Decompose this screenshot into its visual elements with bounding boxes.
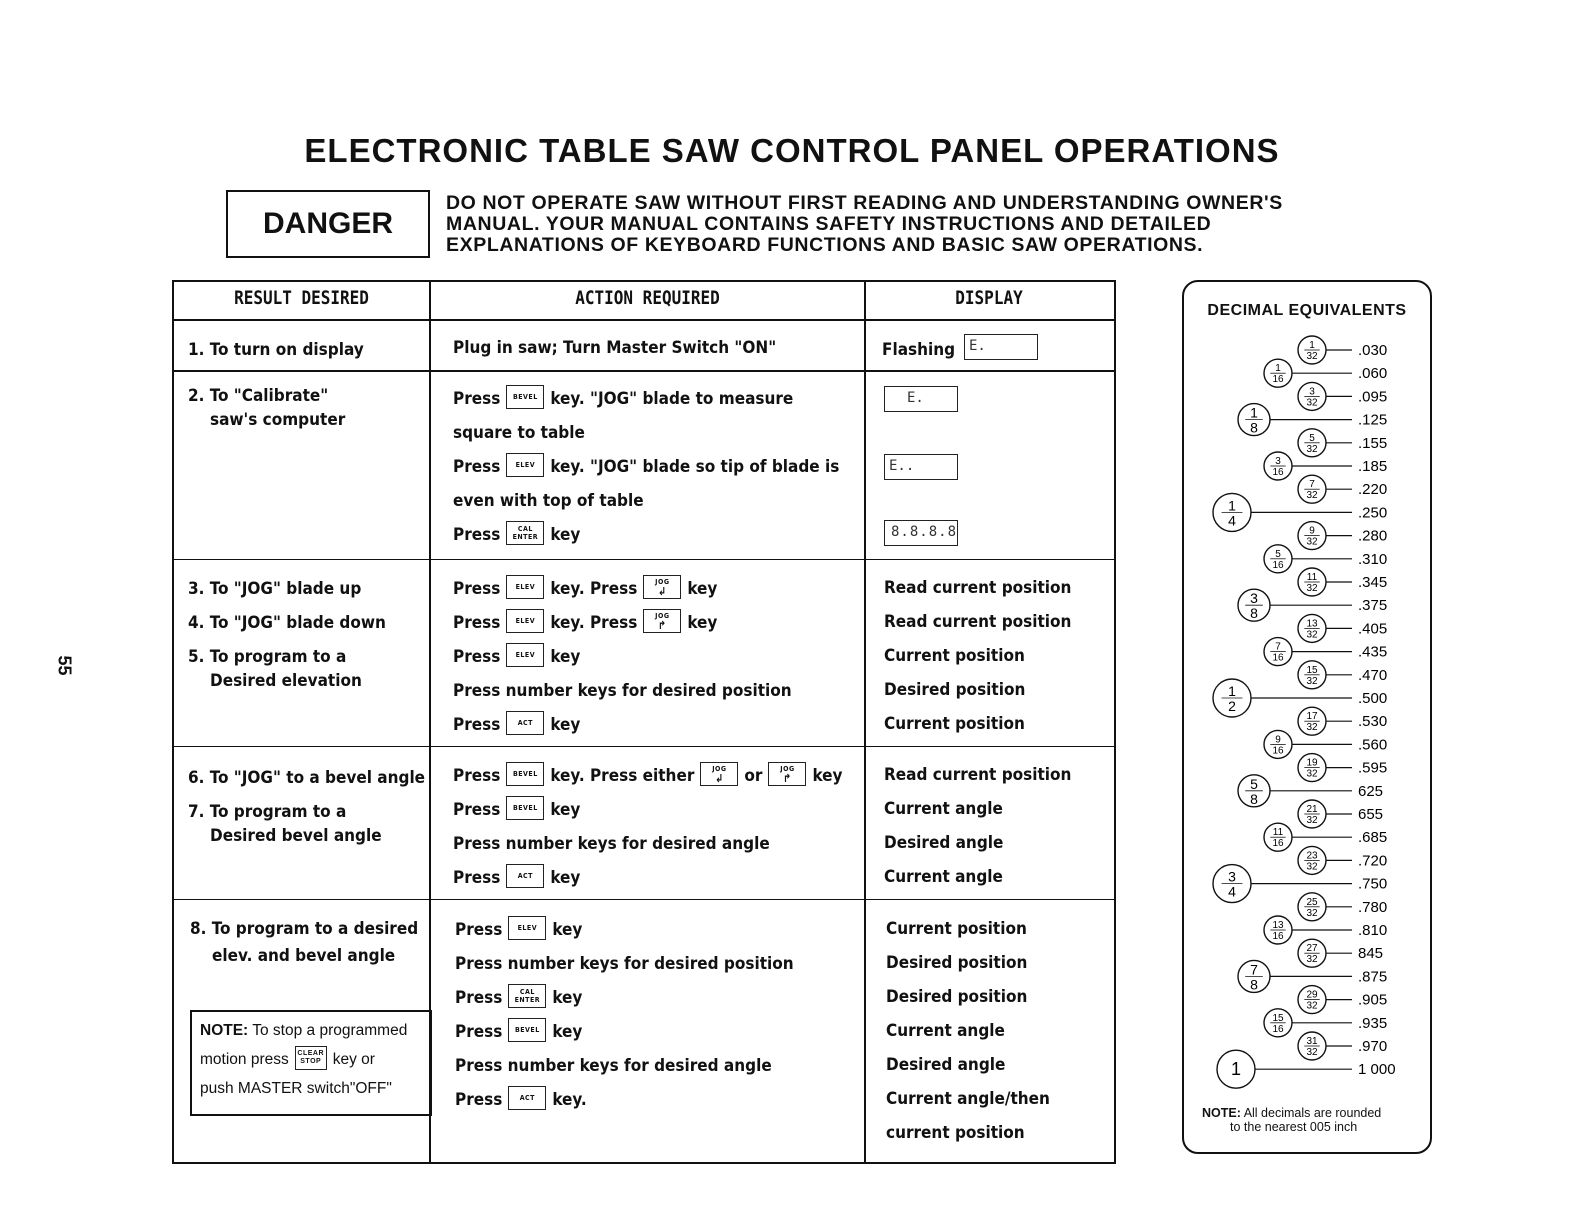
decimal-value: .280 bbox=[1358, 527, 1388, 545]
bevel-key: BEVEL bbox=[506, 796, 544, 820]
fraction-numerator: 29 bbox=[1306, 989, 1318, 1001]
decimal-value: 845 bbox=[1358, 945, 1384, 963]
result-line: elev. and bevel angle bbox=[212, 946, 396, 966]
decimal-value: .185 bbox=[1358, 458, 1388, 475]
decimal-entry bbox=[1298, 754, 1387, 782]
decimal-ruler bbox=[1184, 282, 1430, 1102]
fraction-numerator: 3 bbox=[1228, 868, 1236, 885]
action-text: key bbox=[552, 920, 583, 940]
fraction-denominator: 32 bbox=[1306, 351, 1318, 362]
fraction-numerator: 7 bbox=[1275, 641, 1281, 653]
action-line: Press number keys for desired angle bbox=[455, 1056, 772, 1076]
fraction-numerator: 13 bbox=[1306, 618, 1318, 630]
action-line bbox=[453, 708, 792, 742]
display-line: Current position bbox=[886, 919, 1027, 939]
lcd-calibrate-1 bbox=[884, 386, 958, 412]
decimal-entry bbox=[1213, 493, 1387, 531]
decimal-note bbox=[1202, 1106, 1428, 1134]
elev-key: ELEV bbox=[506, 575, 544, 599]
display-line: current position bbox=[886, 1123, 1025, 1143]
lcd-glyph: E.. bbox=[889, 458, 915, 474]
page-title: ELECTRONIC TABLE SAW CONTROL PANEL OPERATIONS bbox=[304, 132, 1280, 169]
row-divider bbox=[174, 899, 1114, 900]
display-line: Current angle bbox=[884, 867, 1003, 887]
jog-down-key bbox=[643, 609, 681, 633]
decimal-value: .500 bbox=[1358, 690, 1388, 707]
action-text: key bbox=[552, 988, 583, 1008]
fraction-denominator: 32 bbox=[1306, 1000, 1318, 1012]
decimal-value: .125 bbox=[1358, 411, 1388, 429]
decimal-value: .095 bbox=[1358, 388, 1388, 406]
row4-results bbox=[188, 761, 425, 853]
jog-left-arrow-icon: ↲ bbox=[714, 772, 724, 785]
lcd-calibrate-2 bbox=[884, 454, 958, 480]
action-text: Press bbox=[455, 920, 503, 940]
act-key: ACT bbox=[508, 1086, 546, 1110]
row1-action: Plug in saw; Turn Master Switch "ON" bbox=[453, 338, 777, 358]
fraction-denominator: 16 bbox=[1272, 652, 1284, 664]
lcd-flashing bbox=[964, 334, 1038, 360]
decimal-entry bbox=[1264, 638, 1387, 666]
display-line: Desired position bbox=[886, 987, 1028, 1007]
decimal-value: .595 bbox=[1358, 759, 1388, 777]
jog-right-key bbox=[768, 762, 806, 786]
result-line: Desired elevation bbox=[210, 671, 362, 691]
fraction-numerator: 15 bbox=[1272, 1012, 1284, 1024]
danger-label: DANGER bbox=[226, 190, 430, 258]
action-text: Press bbox=[453, 868, 501, 888]
decimal-entry bbox=[1298, 893, 1387, 921]
row5-results bbox=[190, 916, 418, 970]
decimal-entry bbox=[1264, 730, 1387, 758]
fraction-numerator: 5 bbox=[1250, 775, 1258, 792]
fraction-numerator: 19 bbox=[1306, 757, 1318, 769]
decimal-entry bbox=[1264, 1009, 1387, 1037]
row1-display: Flashing bbox=[882, 340, 956, 360]
action-text: Press bbox=[453, 613, 501, 633]
fraction-numerator: 23 bbox=[1306, 850, 1318, 862]
key-label: ENTER bbox=[514, 996, 541, 1004]
operations-table bbox=[172, 280, 1116, 1164]
fraction-denominator: 8 bbox=[1250, 419, 1258, 436]
decimal-value: .155 bbox=[1358, 434, 1388, 452]
fraction-numerator: 31 bbox=[1306, 1036, 1318, 1047]
decimal-value: .720 bbox=[1358, 852, 1388, 870]
action-text: key bbox=[550, 800, 581, 820]
action-text: key. Press either bbox=[550, 766, 695, 786]
key-label: CLEAR bbox=[297, 1050, 325, 1058]
decimal-entry bbox=[1298, 475, 1387, 503]
action-line bbox=[453, 518, 839, 552]
lcd-glyph: E. bbox=[907, 390, 924, 406]
action-text: key bbox=[550, 715, 581, 735]
action-line bbox=[453, 450, 839, 484]
result-line: saw's computer bbox=[210, 410, 346, 430]
decimal-entry bbox=[1298, 522, 1387, 550]
warning-line: EXPLANATIONS OF KEYBOARD FUNCTIONS AND BASIC SAW OPERATIONS. bbox=[446, 234, 1204, 256]
action-line bbox=[453, 640, 792, 674]
decimal-value: .905 bbox=[1358, 991, 1388, 1009]
note-line bbox=[1202, 1106, 1428, 1120]
decimal-entry bbox=[1298, 429, 1387, 457]
action-text: key bbox=[550, 525, 581, 545]
fraction-numerator: 21 bbox=[1306, 804, 1318, 815]
action-text: key bbox=[550, 868, 581, 888]
fraction-denominator: 32 bbox=[1306, 443, 1318, 455]
fraction-numerator: 1 bbox=[1230, 1059, 1242, 1080]
decimal-value: 1 000 bbox=[1358, 1061, 1396, 1079]
result-line: 4. To "JOG" blade down bbox=[188, 613, 386, 633]
jog-down-arrow-icon: ↱ bbox=[657, 619, 667, 632]
decimal-title: DECIMAL EQUIVALENTS bbox=[1207, 302, 1407, 319]
fraction-denominator: 16 bbox=[1272, 745, 1284, 757]
decimal-entry bbox=[1298, 382, 1387, 410]
row-divider bbox=[174, 746, 1114, 747]
row-divider bbox=[174, 370, 1114, 372]
decimal-value: .310 bbox=[1358, 550, 1388, 568]
elev-key: ELEV bbox=[508, 916, 546, 940]
warning-line: MANUAL. YOUR MANUAL CONTAINS SAFETY INSTRUCTIONS AND DETAILED bbox=[446, 213, 1212, 235]
action-text: key bbox=[552, 1022, 583, 1042]
action-text: Press bbox=[453, 800, 501, 820]
result-line: 7. To program to a bbox=[188, 802, 347, 822]
action-text: Press bbox=[453, 457, 501, 477]
decimal-entry bbox=[1264, 359, 1387, 387]
key-label: JOG bbox=[780, 765, 795, 773]
note-line: push MASTER switch"OFF" bbox=[200, 1080, 392, 1097]
decimal-value: .935 bbox=[1358, 1014, 1388, 1032]
fraction-denominator: 16 bbox=[1272, 374, 1284, 386]
action-text: Press bbox=[455, 988, 503, 1008]
fraction-denominator: 32 bbox=[1306, 861, 1318, 873]
action-line: Press number keys for desired angle bbox=[453, 834, 770, 854]
decimal-value: .345 bbox=[1358, 574, 1388, 591]
action-line bbox=[453, 382, 839, 416]
action-line: Press number keys for desired position bbox=[453, 681, 792, 701]
jog-right-arrow-icon: ↱ bbox=[783, 772, 792, 785]
decimal-value: .970 bbox=[1358, 1038, 1388, 1055]
note-label: NOTE: bbox=[200, 1022, 249, 1039]
result-line: 5. To program to a bbox=[188, 647, 347, 667]
fraction-numerator: 1 bbox=[1250, 404, 1258, 421]
cal-enter-key bbox=[506, 521, 544, 545]
fraction-denominator: 32 bbox=[1306, 675, 1318, 687]
decimal-entry bbox=[1213, 679, 1387, 717]
action-line bbox=[453, 606, 792, 640]
jog-up-arrow-icon: ↲ bbox=[657, 585, 667, 598]
bevel-key: BEVEL bbox=[506, 385, 544, 409]
note-line bbox=[200, 1045, 430, 1074]
fraction-denominator: 32 bbox=[1306, 1047, 1318, 1058]
decimal-value: .030 bbox=[1358, 342, 1388, 359]
fraction-numerator: 3 bbox=[1309, 386, 1315, 398]
bevel-key: BEVEL bbox=[508, 1018, 546, 1042]
decimal-value: .405 bbox=[1358, 620, 1388, 638]
row-divider bbox=[174, 319, 1114, 321]
note-text: key or bbox=[332, 1051, 375, 1068]
row3-displays bbox=[884, 571, 1071, 741]
action-text: Press bbox=[453, 579, 501, 599]
decimal-value: 655 bbox=[1358, 806, 1384, 823]
header-action-required: ACTION REQUIRED bbox=[575, 286, 720, 309]
display-line: Desired angle bbox=[886, 1055, 1006, 1075]
lcd-calibrate-3 bbox=[884, 520, 958, 546]
note-line bbox=[200, 1016, 430, 1045]
display-line: Desired angle bbox=[884, 833, 1004, 853]
display-line: Current position bbox=[884, 714, 1025, 734]
action-text: key. Press bbox=[550, 613, 638, 633]
row3-action bbox=[453, 572, 792, 742]
row2-action bbox=[453, 382, 839, 552]
fraction-numerator: 3 bbox=[1250, 590, 1258, 607]
fraction-numerator: 7 bbox=[1309, 479, 1315, 491]
clear-stop-key bbox=[295, 1046, 327, 1070]
decimal-entry bbox=[1264, 452, 1387, 480]
elev-key: ELEV bbox=[506, 609, 544, 633]
fraction-denominator: 32 bbox=[1306, 397, 1318, 409]
page-number: 55 bbox=[54, 655, 75, 676]
action-text: key bbox=[687, 613, 718, 633]
action-text: Press bbox=[453, 766, 501, 786]
note-line: to the nearest 005 inch bbox=[1230, 1120, 1358, 1134]
decimal-value: .685 bbox=[1358, 829, 1388, 847]
elev-key: ELEV bbox=[506, 643, 544, 667]
lcd-glyph: E. bbox=[969, 338, 986, 354]
fraction-denominator: 16 bbox=[1272, 1023, 1284, 1035]
fraction-denominator: 32 bbox=[1306, 954, 1318, 966]
action-text: key. "JOG" blade so tip of blade is bbox=[550, 457, 840, 477]
display-line: Read current position bbox=[884, 578, 1072, 598]
decimal-entry bbox=[1298, 661, 1387, 689]
key-label: JOG bbox=[655, 612, 670, 620]
row2-result bbox=[188, 384, 345, 432]
fraction-numerator: 1 bbox=[1275, 363, 1281, 375]
decimal-entry bbox=[1298, 986, 1387, 1014]
decimal-value: .810 bbox=[1358, 922, 1388, 939]
action-text: key bbox=[687, 579, 718, 599]
display-line: Read current position bbox=[884, 765, 1072, 785]
action-line bbox=[455, 981, 794, 1015]
decimal-entry bbox=[1298, 846, 1387, 874]
display-line: Desired position bbox=[884, 680, 1026, 700]
action-line: Press number keys for desired position bbox=[455, 954, 794, 974]
action-text: Press bbox=[453, 715, 501, 735]
decimal-value: .220 bbox=[1358, 481, 1388, 499]
decimal-entry bbox=[1298, 1032, 1387, 1060]
display-line: Read current position bbox=[884, 612, 1072, 632]
fraction-numerator: 9 bbox=[1275, 734, 1281, 746]
action-line bbox=[453, 861, 843, 895]
action-line bbox=[453, 572, 792, 606]
action-text: Press bbox=[455, 1090, 503, 1110]
decimal-entry bbox=[1264, 823, 1387, 851]
action-text: Press bbox=[453, 525, 501, 545]
fraction-numerator: 1 bbox=[1228, 683, 1236, 699]
decimal-value: .780 bbox=[1358, 898, 1388, 916]
elev-key: ELEV bbox=[506, 453, 544, 477]
fraction-denominator: 16 bbox=[1272, 931, 1284, 942]
column-divider bbox=[864, 282, 866, 1162]
decimal-entry bbox=[1298, 707, 1387, 735]
decimal-entry bbox=[1298, 568, 1387, 596]
fraction-numerator: 1 bbox=[1228, 497, 1236, 514]
fraction-denominator: 32 bbox=[1306, 907, 1318, 919]
fraction-denominator: 32 bbox=[1306, 815, 1318, 826]
key-label: CAL bbox=[519, 988, 535, 996]
key-label: CAL bbox=[517, 525, 533, 533]
fraction-numerator: 11 bbox=[1306, 572, 1318, 583]
fraction-denominator: 8 bbox=[1250, 976, 1258, 993]
decimal-value: .560 bbox=[1358, 736, 1388, 754]
fraction-denominator: 32 bbox=[1306, 768, 1318, 780]
result-line: 2. To "Calibrate" bbox=[188, 386, 329, 406]
decimal-entry bbox=[1298, 614, 1387, 642]
action-text: or bbox=[744, 766, 763, 786]
fraction-numerator: 27 bbox=[1306, 943, 1318, 955]
row1-result: 1. To turn on display bbox=[188, 340, 364, 360]
key-label: STOP bbox=[300, 1058, 322, 1066]
fraction-denominator: 16 bbox=[1272, 559, 1284, 571]
fraction-denominator: 16 bbox=[1272, 467, 1284, 478]
fraction-numerator: 5 bbox=[1275, 548, 1281, 560]
danger-warning-text bbox=[446, 193, 1376, 256]
action-line bbox=[455, 913, 794, 947]
display-line: Current angle bbox=[886, 1021, 1005, 1041]
fraction-denominator: 16 bbox=[1272, 838, 1284, 850]
fraction-numerator: 11 bbox=[1272, 827, 1284, 839]
action-text: key. Press bbox=[550, 579, 638, 599]
action-text: Press bbox=[453, 389, 501, 409]
note-text: motion press bbox=[200, 1051, 289, 1068]
note-text: All decimals are rounded bbox=[1243, 1106, 1382, 1120]
action-text: Press bbox=[453, 647, 501, 667]
header-display: DISPLAY bbox=[955, 286, 1023, 309]
decimal-entry bbox=[1298, 336, 1387, 364]
decimal-entry bbox=[1213, 865, 1387, 903]
bevel-key: BEVEL bbox=[506, 762, 544, 786]
decimal-value: .375 bbox=[1358, 597, 1388, 615]
action-text: key bbox=[812, 766, 843, 786]
row5-action bbox=[455, 913, 794, 1117]
jog-left-key bbox=[700, 762, 738, 786]
decimal-value: .470 bbox=[1358, 666, 1388, 684]
fraction-denominator: 4 bbox=[1228, 883, 1236, 900]
decimal-value: .750 bbox=[1358, 875, 1388, 893]
note-text: To stop a programmed bbox=[252, 1022, 408, 1039]
fraction-denominator: 32 bbox=[1306, 536, 1318, 548]
fraction-numerator: 7 bbox=[1250, 961, 1258, 978]
fraction-denominator: 32 bbox=[1306, 629, 1318, 641]
lcd-glyph: 8.8.8.8 bbox=[891, 524, 958, 540]
note-box bbox=[190, 1010, 432, 1116]
action-text: key bbox=[550, 647, 581, 667]
display-line: Current angle bbox=[884, 799, 1003, 819]
jog-up-key bbox=[643, 575, 681, 599]
action-line bbox=[455, 1015, 794, 1049]
action-line: square to table bbox=[453, 423, 585, 443]
key-label: ENTER bbox=[512, 533, 539, 541]
fraction-denominator: 32 bbox=[1306, 490, 1318, 502]
fraction-numerator: 13 bbox=[1272, 920, 1284, 931]
action-line bbox=[453, 793, 843, 827]
decimal-entry bbox=[1298, 800, 1383, 828]
note-label: NOTE: bbox=[1202, 1106, 1241, 1120]
fraction-numerator: 9 bbox=[1309, 525, 1315, 537]
decimal-equivalents-panel bbox=[1182, 280, 1432, 1154]
action-text: key. "JOG" blade to measure bbox=[550, 389, 794, 409]
fraction-numerator: 5 bbox=[1309, 432, 1315, 444]
action-text: key. bbox=[552, 1090, 587, 1110]
row-divider bbox=[174, 559, 1114, 560]
row4-displays bbox=[884, 758, 1071, 894]
fraction-denominator: 32 bbox=[1306, 583, 1318, 594]
fraction-numerator: 25 bbox=[1306, 896, 1318, 908]
row5-displays bbox=[886, 912, 1050, 1150]
fraction-numerator: 3 bbox=[1275, 456, 1281, 467]
display-line: Current angle/then bbox=[886, 1089, 1050, 1109]
key-label: JOG bbox=[712, 765, 727, 773]
action-text: Press bbox=[455, 1022, 503, 1042]
decimal-value: .875 bbox=[1358, 968, 1388, 986]
fraction-denominator: 2 bbox=[1228, 698, 1236, 714]
fraction-denominator: 4 bbox=[1228, 512, 1236, 529]
act-key: ACT bbox=[506, 864, 544, 888]
key-label: JOG bbox=[655, 578, 670, 586]
fraction-numerator: 1 bbox=[1309, 340, 1315, 351]
act-key: ACT bbox=[506, 711, 544, 735]
decimal-entry bbox=[1298, 939, 1383, 967]
decimal-entry bbox=[1264, 916, 1387, 944]
result-line: 8. To program to a desired bbox=[190, 919, 419, 939]
fraction-numerator: 17 bbox=[1306, 711, 1318, 723]
result-line: 3. To "JOG" blade up bbox=[188, 579, 362, 599]
header-result-desired: RESULT DESIRED bbox=[234, 286, 369, 309]
action-line bbox=[455, 1083, 794, 1117]
decimal-value: 625 bbox=[1358, 782, 1384, 800]
decimal-value: .435 bbox=[1358, 643, 1388, 661]
display-line: Desired position bbox=[886, 953, 1028, 973]
decimal-entry bbox=[1264, 545, 1387, 573]
action-line bbox=[453, 759, 843, 793]
fraction-numerator: 15 bbox=[1306, 664, 1318, 676]
decimal-value: .060 bbox=[1358, 365, 1388, 383]
decimal-value: .250 bbox=[1358, 504, 1388, 522]
row3-results bbox=[188, 572, 386, 698]
decimal-value: .530 bbox=[1358, 713, 1388, 731]
cal-enter-key bbox=[508, 984, 546, 1008]
display-line: Current position bbox=[884, 646, 1025, 666]
row4-action bbox=[453, 759, 843, 895]
result-line: 6. To "JOG" to a bevel angle bbox=[188, 768, 426, 788]
result-line: Desired bevel angle bbox=[210, 826, 382, 846]
warning-line: DO NOT OPERATE SAW WITHOUT FIRST READING AND UNDERSTANDING OWNER'S bbox=[446, 192, 1283, 214]
fraction-denominator: 32 bbox=[1306, 722, 1318, 734]
fraction-denominator: 8 bbox=[1250, 605, 1258, 622]
action-line: even with top of table bbox=[453, 491, 644, 511]
fraction-denominator: 8 bbox=[1250, 790, 1258, 807]
